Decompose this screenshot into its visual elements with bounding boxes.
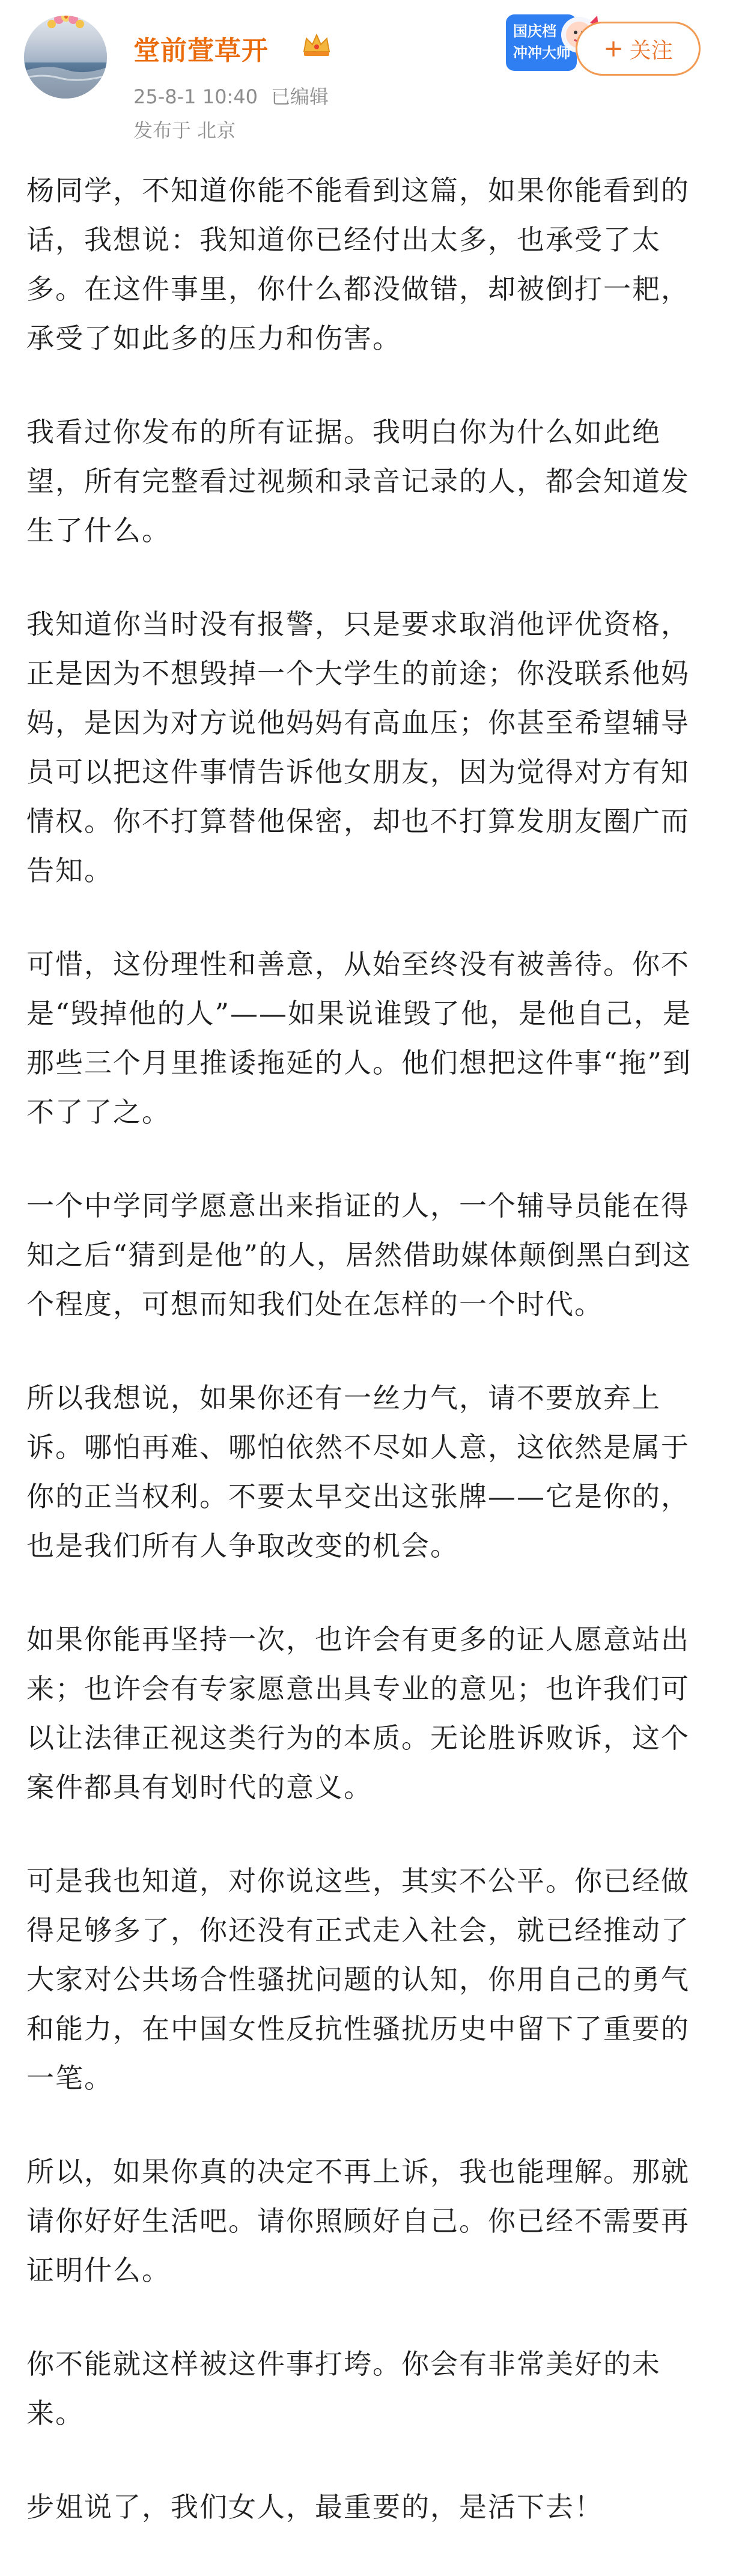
- post-paragraph: 所以，如果你真的决定不再上诉，我也能理解。那就请你好好生活吧。请你照顾好自己。你已经不需要再证明什么。: [26, 2155, 690, 2286]
- flower-crown-icon: [47, 16, 84, 32]
- post-body: [26, 166, 709, 2576]
- author-name[interactable]: 堂前萱草开: [133, 35, 269, 66]
- post-paragraph: 我知道你当时没有报警，只是要求取消他评优资格，正是因为不想毁掉一个大学生的前途；你没联系他妈妈，是因为对方说他妈妈有高血压；你甚至希望辅导员可以把这件事情告诉他女朋友，因为觉得对方有知情权。你不打算替他保密，却也不打算发朋友圈广而告知。: [26, 608, 690, 887]
- follow-button[interactable]: [576, 22, 701, 76]
- post-paragraph: 所以我想说，如果你还有一丝力气，请不要放弃上诉。哪怕再难、哪怕依然不尽如人意，这依然是属于你的正当权利。不要太早交出这张牌——它是你的，也是我们所有人争取改变的机会。: [26, 1382, 690, 1562]
- post-paragraph: 可是我也知道，对你说这些，其实不公平。你已经做得足够多了，你还没有正式走入社会，就已经推动了大家对公共场合性骚扰问题的认知，你用自己的勇气和能力，在中国女性反抗性骚扰历史中留下了重要的一笔。: [26, 1865, 690, 2094]
- post-paragraph: 你不能就这样被这件事打垮。你会有非常美好的未来。: [26, 2348, 661, 2429]
- post-paragraph: 可惜，这份理性和善意，从始至终没有被善待。你不是“毁掉他的人”——如果说谁毁了他，是他自己，是那些三个月里推诿拖延的人。他们想把这件事“拖”到不了了之。: [26, 948, 692, 1128]
- post-timestamp: 25-8-1 10:40: [133, 85, 258, 108]
- crown-icon: [300, 30, 333, 59]
- edited-label: 已编辑: [270, 85, 329, 108]
- plus-icon: +: [603, 35, 624, 62]
- post-paragraph: 杨同学，不知道你能不能看到这篇，如果你能看到的话，我想说：我知道你已经付出太多，也承受了太多。在这件事里，你什么都没做错，却被倒打一耙，承受了如此多的压力和伤害。: [26, 174, 690, 354]
- post-location: 发布于 北京: [133, 119, 236, 142]
- post-paragraph: 如果你能再坚持一次，也许会有更多的证人愿意站出来；也许会有专家愿意出具专业的意见；也许我们可以让法律正视这类行为的本质。无论胜诉败诉，这个案件都具有划时代的意义。: [26, 1623, 690, 1803]
- post-paragraph: 步姐说了，我们女人，最重要的，是活下去！: [26, 2491, 603, 2523]
- post-meta: [133, 82, 329, 109]
- campaign-badge-line2: 冲冲大师: [513, 44, 571, 61]
- avatar[interactable]: [24, 16, 107, 99]
- post-paragraph: 我看过你发布的所有证据。我明白你为什么如此绝望，所有完整看过视频和录音记录的人，都会知道发生了什么。: [26, 416, 690, 547]
- follow-button-label: 关注: [629, 38, 673, 63]
- post-header: [0, 0, 730, 150]
- post-paragraph: 一个中学同学愿意出来指证的人，一个辅导员能在得知之后“猜到是他”的人，居然借助媒体颠倒黑白到这个程度，可想而知我们处在怎样的一个时代。: [26, 1189, 692, 1320]
- campaign-badge-line1: 国庆档: [513, 23, 556, 40]
